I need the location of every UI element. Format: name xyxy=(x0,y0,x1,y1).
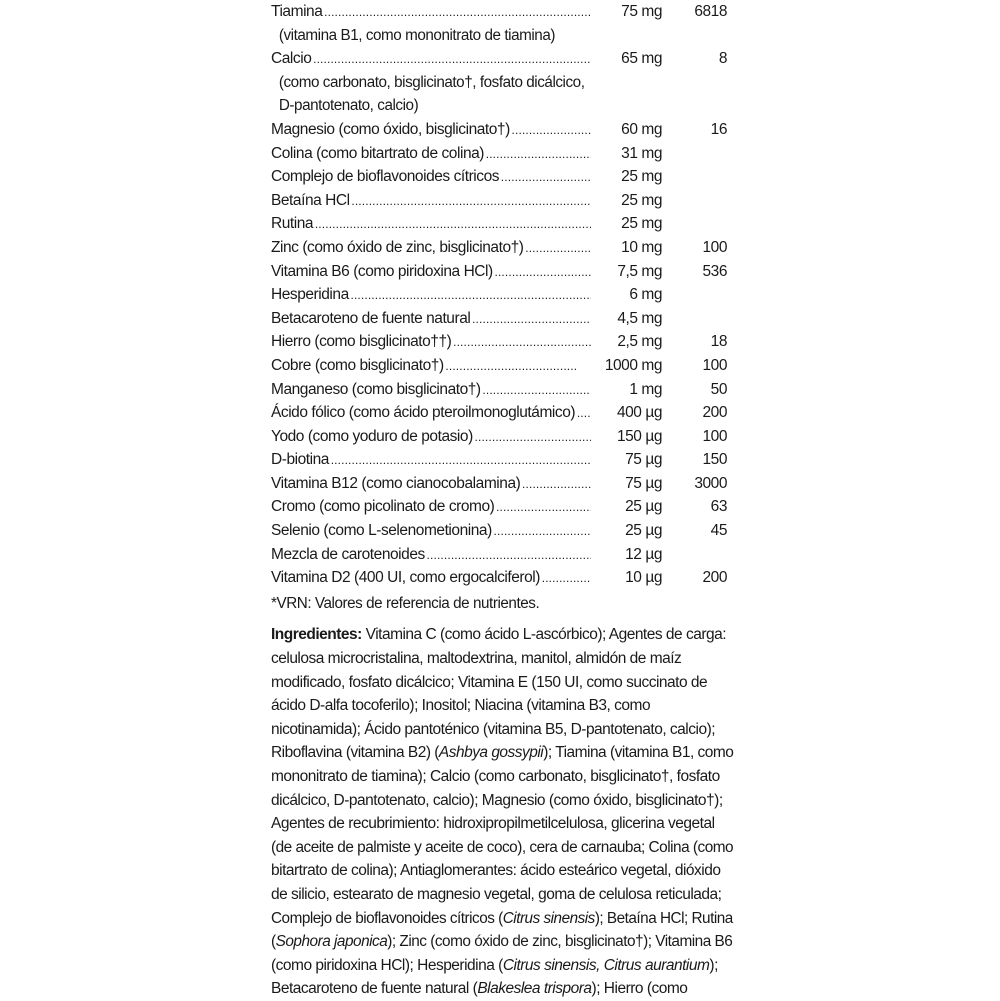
ingredients-line xyxy=(271,789,733,813)
nutrient-name: Ácido fólico (como ácido pteroilmonoglutámico) xyxy=(271,404,576,422)
ingredient-text: ); Hierro (como xyxy=(591,980,688,998)
ingredient-text: Vitamina C (como ácido L-ascórbico); Agentes de carga: xyxy=(361,626,727,644)
nutrient-name-leader xyxy=(271,260,613,285)
nutrient-amount: 4,5 mg xyxy=(591,307,662,331)
nutrient-amount: 12 µg xyxy=(591,543,662,567)
ingredient-botanical-source: Citrus sinensis xyxy=(502,909,595,927)
nutrient-vrn: 150 xyxy=(702,451,727,469)
nutrient-row xyxy=(271,354,741,378)
nutrient-name: Vitamina B6 (como piridoxina HCl) xyxy=(271,262,493,280)
nutrient-vrn: 100 xyxy=(702,427,727,445)
ingredient-text: dicálcico, D-pantotenato, calcio); Magnesio (como óxido, bisglicinato†); xyxy=(271,791,723,809)
ingredient-text: celulosa microcristalina, maltodextrina, manitol, almidón de maíz xyxy=(271,650,682,668)
ingredient-text: bitartrato de colina); Antiaglomerantes: ácido esteárico vegetal, dióxido xyxy=(271,862,721,880)
nutrient-name: Selenio (como L-selenometionina) xyxy=(271,522,492,540)
nutrient-row xyxy=(271,378,741,402)
nutrient-name: Betacaroteno de fuente natural xyxy=(271,309,471,327)
nutrient-row xyxy=(271,401,741,425)
ingredients-heading: Ingredientes: xyxy=(271,626,362,644)
ingredient-text: ); xyxy=(709,956,718,974)
nutrient-name: Complejo de bioflavonoides cítricos xyxy=(271,168,500,186)
nutrient-amount: 150 µg xyxy=(591,425,662,449)
nutrient-name: Cromo (como picolinato de cromo) xyxy=(271,498,495,516)
nutrient-amount: 25 µg xyxy=(591,495,662,519)
nutrient-row xyxy=(271,330,741,354)
nutrient-vrn: 100 xyxy=(702,356,727,374)
ingredients-line xyxy=(271,977,733,1001)
supplement-label-panel xyxy=(271,0,741,1001)
ingredients-line xyxy=(271,859,733,883)
nutrient-name: Cobre (como bisglicinato†) xyxy=(271,356,444,374)
nutrient-name: Manganeso (como bisglicinato†) xyxy=(271,380,481,398)
ingredient-text: ); Betaína HCl; Rutina xyxy=(594,909,733,927)
nutrient-name-leader xyxy=(271,236,613,261)
ingredient-text: Riboflavina (vitamina B2) ( xyxy=(271,744,439,762)
nutrient-name: D-biotina xyxy=(271,451,329,469)
ingredient-text: mononitrato de tiamina); Calcio (como carbonato, bisglicinato†, fosfato xyxy=(271,768,720,785)
nutrient-name-leader xyxy=(271,47,613,72)
nutrient-vrn: 18 xyxy=(710,333,727,351)
ingredients-line xyxy=(271,741,732,765)
nutrient-row xyxy=(271,283,741,307)
nutrient-row xyxy=(271,189,741,213)
nutrient-source-note: (vitamina B1, como mononitrato de tiamina) xyxy=(278,26,555,44)
ingredient-botanical-source: Blakeslea trispora xyxy=(477,980,592,998)
nutrient-name: Vitamina B12 (como cianocobalamina) xyxy=(271,474,521,492)
ingredient-text: modificado, fosfato dicálcico; Vitamina E (150 UI, como succinato de xyxy=(271,673,708,691)
nutrient-name-leader xyxy=(271,165,613,190)
nutrient-name: Hierro (como bisglicinato††) xyxy=(271,333,452,351)
nutrient-row xyxy=(271,212,741,236)
ingredient-text: Agentes de recubrimiento: hidroxipropilmetilcelulosa, glicerina vegetal xyxy=(271,815,715,833)
ingredients-line xyxy=(271,694,733,718)
ingredient-botanical-source: Sophora japonica xyxy=(275,933,388,951)
ingredients-line xyxy=(271,647,733,671)
ingredient-text: Betacaroteno de fuente natural ( xyxy=(271,980,478,998)
nutrient-amount: 75 mg xyxy=(591,0,662,24)
nutrient-amount: 25 mg xyxy=(591,189,662,213)
ingredients-line xyxy=(271,954,733,978)
nutrient-vrn: 3000 xyxy=(694,474,727,492)
ingredient-text: de silicio, estearato de magnesio vegetal, goma de celulosa reticulada; xyxy=(271,885,722,903)
nutrient-row xyxy=(271,448,741,472)
ingredient-text: nicotinamida); Ácido pantoténico (vitamina B5, D-pantotenato, calcio); xyxy=(271,720,716,738)
nutrient-table xyxy=(271,0,741,590)
nutrient-amount: 10 µg xyxy=(591,566,662,590)
nutrient-amount: 60 mg xyxy=(591,118,662,142)
nutrient-amount: 10 mg xyxy=(591,236,662,260)
nutrient-name-leader xyxy=(271,472,613,497)
nutrient-vrn: 45 xyxy=(710,522,727,540)
nutrient-name-leader xyxy=(271,448,613,473)
nutrient-amount: 6 mg xyxy=(591,283,662,307)
nutrient-row xyxy=(271,566,741,590)
nutrient-amount: 2,5 mg xyxy=(591,330,662,354)
nutrient-name: Zinc (como óxido de zinc, bisglicinato†) xyxy=(271,238,524,256)
ingredient-text: (como piridoxina HCl); Hesperidina ( xyxy=(271,956,503,974)
nutrient-amount: 25 mg xyxy=(591,165,662,189)
nutrient-amount: 65 mg xyxy=(591,47,662,71)
nutrient-row xyxy=(271,165,741,189)
nutrient-name-leader xyxy=(271,401,613,426)
nutrient-name-leader xyxy=(271,354,613,379)
nutrient-name: Yodo (como yoduro de potasio) xyxy=(271,427,473,445)
ingredient-text: ); Zinc (como óxido de zinc, bisglicinato†); Vitamina B6 xyxy=(387,933,733,951)
nutrient-name-leader xyxy=(271,495,613,520)
nutrient-amount: 25 mg xyxy=(591,212,662,236)
nutrient-vrn: 200 xyxy=(702,569,727,587)
ingredients-line xyxy=(271,623,733,647)
ingredient-text: (de aceite de palmiste y aceite de coco), cera de carnauba; Colina (como xyxy=(271,838,734,856)
nutrient-name: Hesperidina xyxy=(271,286,349,304)
nutrient-row xyxy=(271,472,741,496)
nutrient-row xyxy=(271,47,741,71)
nutrient-row xyxy=(271,142,741,166)
nutrient-name: Betaína HCl xyxy=(271,191,350,209)
nutrient-amount: 7,5 mg xyxy=(591,260,662,284)
nutrient-name-leader xyxy=(271,283,613,308)
nutrient-name-leader xyxy=(271,118,613,143)
ingredients-paragraph xyxy=(271,623,733,1001)
nutrient-vrn: 536 xyxy=(702,262,727,280)
nutrient-vrn: 8 xyxy=(718,50,727,68)
ingredient-text: ( xyxy=(271,933,276,951)
nutrient-source-note: (como carbonato, bisglicinato†, fosfato dicálcico, xyxy=(278,73,585,91)
nutrient-row xyxy=(271,495,741,519)
nutrient-row xyxy=(271,260,741,284)
nutrient-source-note: D-pantotenato, calcio) xyxy=(278,97,419,115)
ingredient-text: Complejo de bioflavonoides cítricos ( xyxy=(271,909,503,927)
nutrient-name-leader xyxy=(271,425,613,450)
nutrient-vrn: 16 xyxy=(710,120,727,138)
ingredients-line xyxy=(271,671,733,695)
nutrient-name-leader xyxy=(271,378,613,403)
nutrient-amount: 1 mg xyxy=(591,378,662,402)
nutrient-name-leader xyxy=(271,189,613,214)
ingredients-line xyxy=(271,930,733,954)
nutrient-vrn: 63 xyxy=(710,498,727,516)
nutrient-name-leader xyxy=(271,330,613,355)
nutrient-name-leader xyxy=(271,142,613,167)
nutrient-name: Mezcla de carotenoides xyxy=(271,545,425,563)
nutrient-amount: 25 µg xyxy=(591,519,662,543)
nutrient-row xyxy=(271,543,741,567)
vrn-footnote: *VRN: Valores de referencia de nutrientes. xyxy=(271,594,540,612)
nutrient-name-leader xyxy=(271,519,613,544)
nutrient-vrn: 6818 xyxy=(694,3,727,20)
nutrient-row xyxy=(271,0,741,24)
nutrient-vrn: 200 xyxy=(702,404,727,422)
nutrient-row xyxy=(271,307,741,331)
ingredients-line xyxy=(271,883,733,907)
nutrient-row xyxy=(271,236,741,260)
nutrient-name-leader xyxy=(271,543,613,568)
ingredients-line xyxy=(271,718,733,742)
nutrient-name-leader xyxy=(271,0,613,25)
nutrient-row xyxy=(271,425,741,449)
nutrient-name: Calcio xyxy=(271,50,312,68)
nutrient-amount: 1000 mg xyxy=(576,354,662,378)
nutrient-vrn: 50 xyxy=(710,380,727,398)
ingredients-line xyxy=(271,907,733,931)
nutrient-name-leader xyxy=(271,212,613,237)
ingredients-line xyxy=(271,765,733,789)
nutrient-amount: 75 µg xyxy=(591,448,662,472)
nutrient-name-leader xyxy=(271,307,613,332)
nutrient-row xyxy=(271,118,741,142)
nutrient-amount: 400 µg xyxy=(591,401,662,425)
nutrient-amount: 75 µg xyxy=(591,472,662,496)
ingredient-text: ); Tiamina (vitamina B1, como xyxy=(543,744,734,762)
ingredient-text: ácido D-alfa tocoferilo); Inositol; Niacina (vitamina B3, como xyxy=(271,697,651,715)
nutrient-vrn: 100 xyxy=(702,238,727,256)
ingredients-line xyxy=(271,812,733,836)
nutrient-name: Magnesio (como óxido, bisglicinato†) xyxy=(271,120,510,138)
nutrient-name: Vitamina D2 (400 UI, como ergocalciferol) xyxy=(271,569,540,587)
ingredient-botanical-source: Citrus sinensis, Citrus aurantium xyxy=(502,956,710,974)
nutrient-name: Rutina xyxy=(271,215,314,233)
ingredients-line xyxy=(271,836,734,860)
nutrient-row xyxy=(271,519,741,543)
ingredient-botanical-source: Ashbya gossypii xyxy=(438,744,544,762)
nutrient-name: Tiamina xyxy=(271,3,323,20)
nutrient-amount: 31 mg xyxy=(591,142,662,166)
nutrient-name: Colina (como bitartrato de colina) xyxy=(271,144,484,162)
nutrient-name-leader xyxy=(271,566,613,591)
